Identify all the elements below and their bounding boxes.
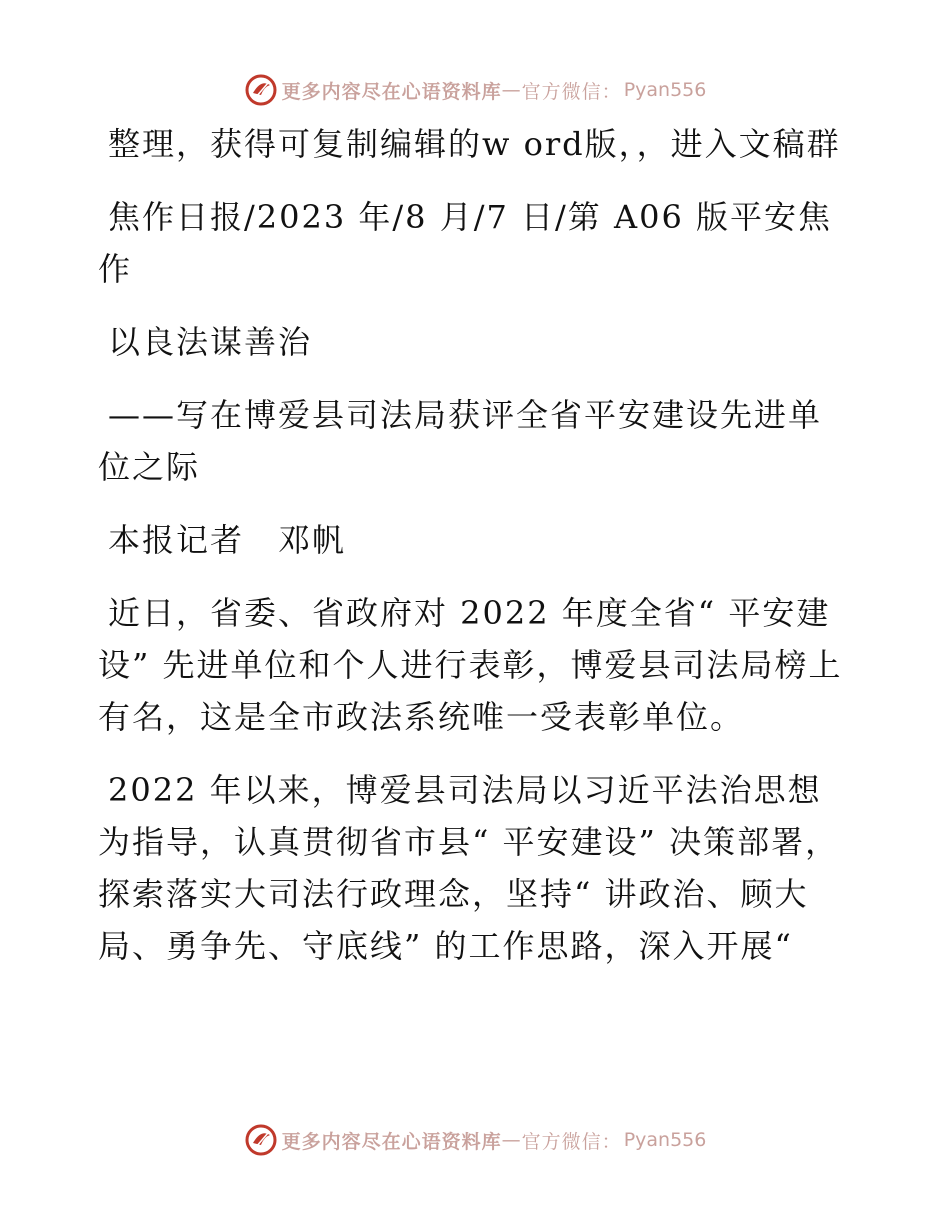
banner-wechat-id: Pyan556 bbox=[623, 79, 707, 101]
banner-wechat-label: 官方微信： bbox=[521, 80, 622, 103]
article-byline: 本报记者 邓帆 bbox=[108, 521, 347, 559]
article-subtitle: ——写在博爱县司法局获评全省平安建设先进单位之际 bbox=[98, 396, 823, 486]
watermark-banner-top bbox=[0, 70, 950, 110]
banner-text: 更多内容尽在心语资料库 bbox=[281, 1130, 502, 1153]
banner-dash: — bbox=[501, 1129, 522, 1151]
banner-text: 更多内容尽在心语资料库 bbox=[281, 80, 502, 103]
logo-icon bbox=[244, 1123, 278, 1157]
paragraph-source: 焦作日报/2023 年/8 月/7 日/第 A06 版平安焦作 bbox=[98, 198, 832, 288]
paragraph-body-1: 近日，省委、省政府对 2022 年度全省“ 平安建设” 先进单位和个人进行表彰，博爱县司法局榜上有名，这是全市政法系统唯一受表彰单位。 bbox=[98, 594, 843, 736]
paragraph-body-2: 2022 年以来，博爱县司法局以习近平法治思想为指导，认真贯彻省市县“ 平安建设” 决策部署，探索落实大司法行政理念，坚持“ 讲政治、顾大局、勇争先、守底线” 的工作思路，深入开展“ bbox=[98, 771, 840, 965]
paragraph-intro: 整理，获得可复制编辑的w ord版，，进入文稿群 bbox=[108, 125, 841, 163]
watermark-banner-bottom bbox=[0, 1120, 950, 1160]
logo-icon bbox=[244, 73, 278, 107]
document-body bbox=[98, 118, 848, 993]
banner-wechat-id: Pyan556 bbox=[623, 1129, 707, 1151]
article-title: 以良法谋善治 bbox=[108, 323, 313, 361]
banner-dash: — bbox=[501, 79, 522, 101]
banner-wechat-label: 官方微信： bbox=[521, 1130, 622, 1153]
